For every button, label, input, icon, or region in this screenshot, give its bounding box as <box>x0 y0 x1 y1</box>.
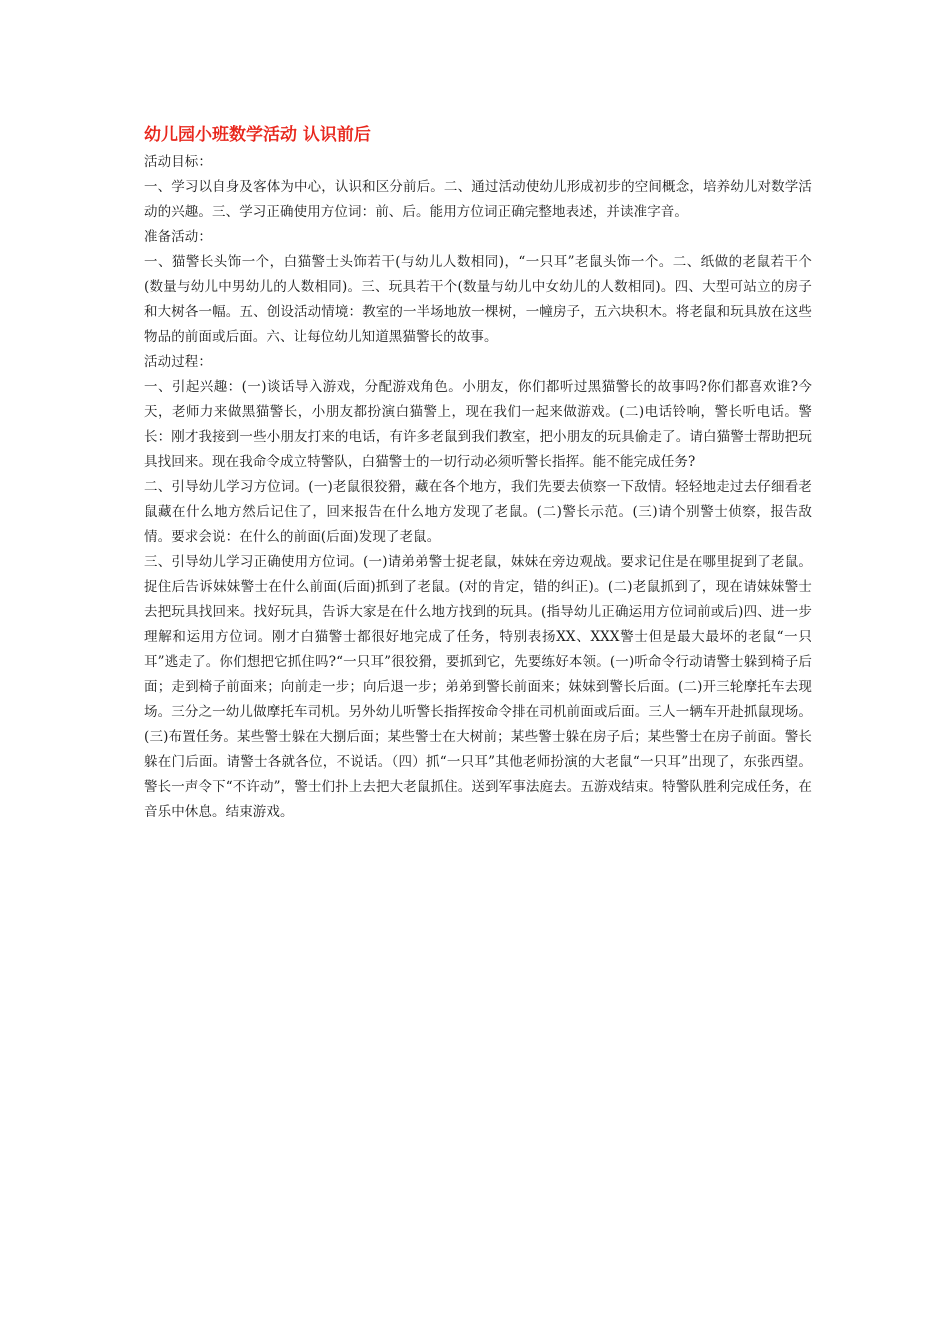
document-title: 幼儿园小班数学活动 认识前后 <box>144 125 371 145</box>
process-paragraph-2: 二、引导幼儿学习方位词。(一)老鼠很狡猾，藏在各个地方，我们先要去侦察一下敌情。轻轻地走过去仔细看老鼠藏在什么地方然后记住了，回来报告在什么地方发现了老鼠。(二)警长示范。(三)请个别警士侦察，报告敌情。要求会说：在什么的前面(后面)发现了老鼠。 <box>144 479 812 545</box>
document-page <box>144 122 812 825</box>
process-paragraph-1: 一、引起兴趣：(一)谈话导入游戏，分配游戏角色。小朋友，你们都听过黑猫警长的故事吗?你们都喜欢谁?今天，老师力来做黑猫警长，小朋友都扮演白猫警上，现在我们一起来做游戏。(二)电话铃响，警长听电话。警长：刚才我接到一些小朋友打来的电话，有许多老鼠到我们教室，把小朋友的玩具偷走了。请白猫警士帮助把玩具找回来。现在我命令成立特警队，白猫警士的一切行动必须听警长指挥。能不能完成任务? <box>144 379 812 470</box>
process-paragraph-3: 三、引导幼儿学习正确使用方位词。(一)请弟弟警士捉老鼠，妹妹在旁边观战。要求记住是在哪里捉到了老鼠。捉住后告诉妹妹警士在什么前面(后面)抓到了老鼠。(对的肯定，错的纠正)。(二)老鼠抓到了，现在请妹妹警士去把玩具找回来。找好玩具，告诉大家是在什么地方找到的玩具。(指导幼儿正确运用方位词前或后)四、进一步理解和运用方位词。刚才白猫警士都很好地完成了任务，特别表扬XX、XXX警士但是最大最坏的老鼠“一只耳”逃走了。你们想把它抓住吗?“一只耳”很狡猾，要抓到它，先要练好本领。(一)听命令行动请警士躲到椅子后面；走到椅子前面来；向前走一步；向后退一步；弟弟到警长前面来；妹妹到警长后面。(二)开三轮摩托车去现场。三分之一幼儿做摩托车司机。另外幼儿听警长指挥按命令排在司机前面或后面。三人一辆车开赴抓鼠现场。(三)布置任务。某些警士躲在大捌后面；某些警士在大树前；某些警士躲在房子后；某些警士在房子前面。警长躲在门后面。请警士各就各位，不说话。（四）抓“一只耳”其他老师扮演的大老鼠“一只耳”出现了，东张西望。警长一声令下“不许动”，警士们扑上去把大老鼠抓住。送到军事法庭去。五游戏结束。特警队胜利完成任务，在音乐中休息。结束游戏。 <box>144 554 812 820</box>
section-label-goals: 活动目标： <box>144 154 212 170</box>
section-label-process: 活动过程： <box>144 354 212 370</box>
preparation-paragraph: 一、猫警长头饰一个，白猫警士头饰若干(与幼儿人数相同)，“一只耳”老鼠头饰一个。二、纸做的老鼠若干个(数量与幼儿中男幼儿的人数相同)。三、玩具若干个(数量与幼儿中女幼儿的人数相同)。四、大型可站立的房子和大树各一幅。五、创设活动情境：教室的一半场地放一棵树，一幢房子，五六块积木。将老鼠和玩具放在这些物品的前面或后面。六、让每位幼儿知道黑猫警长的故事。 <box>144 254 812 345</box>
section-label-preparation: 准备活动： <box>144 229 212 245</box>
goals-paragraph: 一、学习以自身及客体为中心，认识和区分前后。二、通过活动使幼儿形成初步的空间概念，培养幼儿对数学活动的兴趣。三、学习正确使用方位词：前、后。能用方位词正确完整地表述，并读准字音。 <box>144 179 812 220</box>
